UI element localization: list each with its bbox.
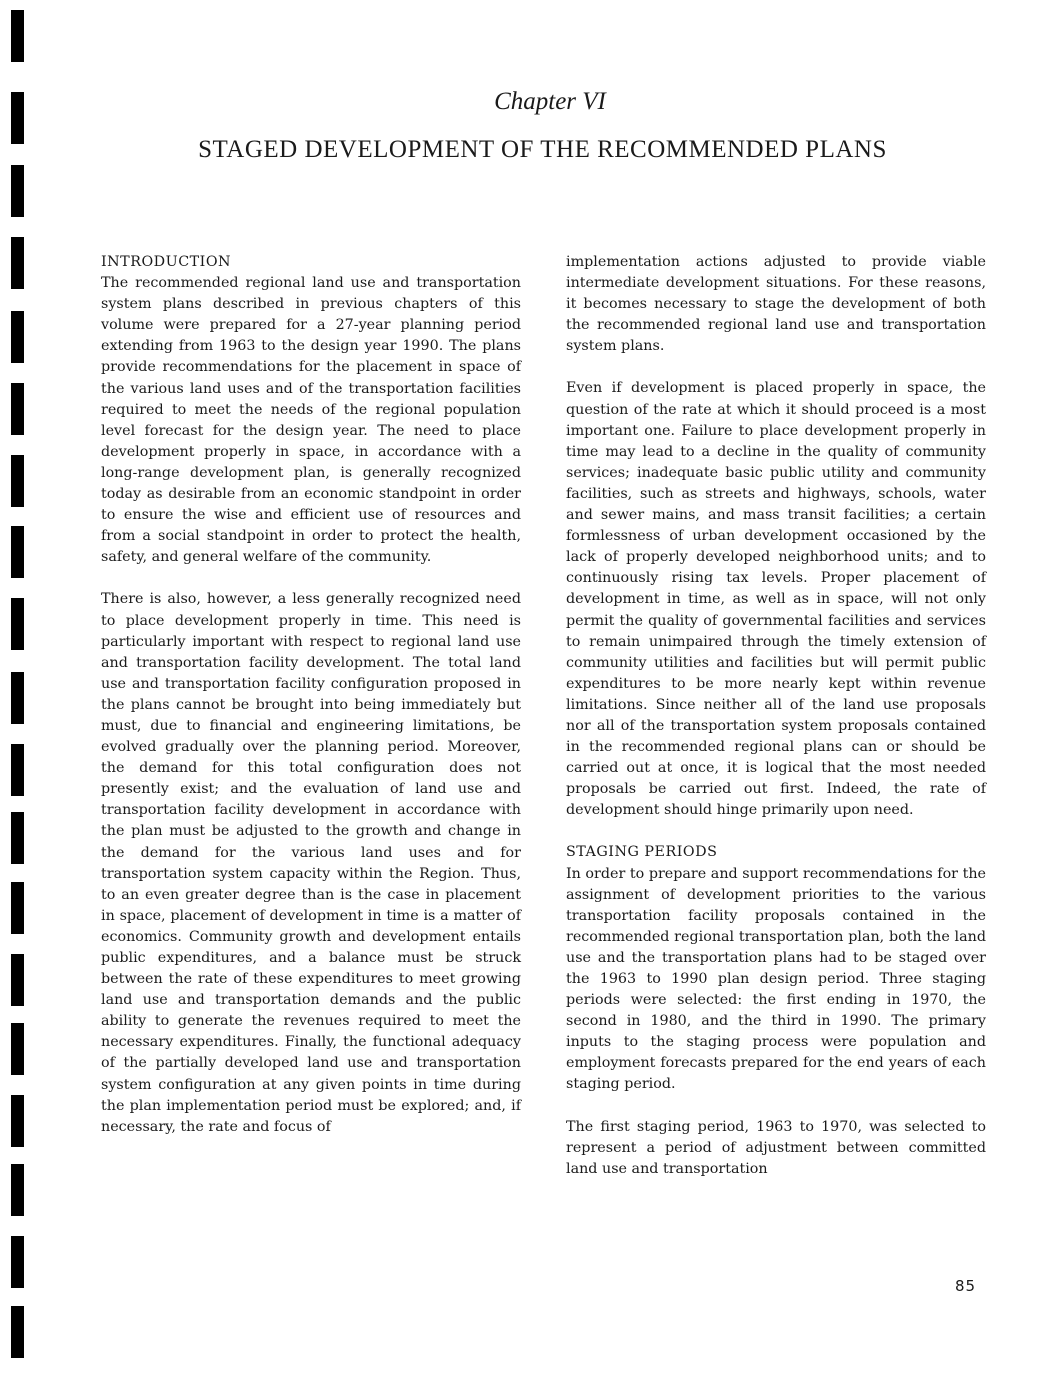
chapter-label: Chapter VI bbox=[494, 88, 606, 115]
paragraph: The recommended regional land use and transportation system plans described in previous chapters of this volume were prepared for a 27-year planning period extending from 1963 to the design year 1990. The plans provide recommendations for the placement in space of the various land uses and of the transportation facilities required to meet the needs of the regional population level forecast for the design year. The need to place development properly in space, in accordance with a long-range development plan, is generally recognized today as desirable from an economic standpoint in order to ensure the wise and efficient use of resources and from a social standpoint in order to protect the health, safety, and general welfare of the community. bbox=[101, 275, 521, 566]
paragraph: There is also, however, a less generally recognized need to place development properly in time. This need is particularly important with respect to regional land use and transportation facility development. The total land use and transportation facility configuration proposed in the plans cannot be brought into being immediately but must, due to financial and engineering limitations, be evolved gradually over the planning period. Moreover, the demand for this total configuration does not presently exist; and the evaluation of land use and transportation facility development in accordance with the plan must be adjusted to the growth and change in the demand for the various land uses and for transportation system capacity within the Region. Thus, to an even greater degree than is the case in placement in space, placement of development in time is a matter of economics. Community growth and development entails public expenditures, and a balance must be struck between the rate of these expenditures to meet growing land use and transportation demands and the public ability to generate the revenues required to meet the necessary expenditures. Finally, the functional adequacy of the partially developed land use and transportation system configuration at any given points in time during the plan implementation period must be explored; and, if necessary, the rate and focus of bbox=[101, 591, 521, 1135]
binding-mark bbox=[11, 237, 24, 289]
section-heading-introduction: INTRODUCTION bbox=[101, 254, 232, 270]
binding-mark bbox=[11, 455, 24, 507]
section-heading-staging-periods: STAGING PERIODS bbox=[566, 844, 718, 861]
binding-mark bbox=[11, 383, 24, 435]
binding-mark bbox=[11, 744, 24, 796]
binding-mark bbox=[11, 1306, 24, 1358]
binding-mark bbox=[11, 1236, 24, 1288]
binding-mark bbox=[11, 672, 24, 724]
binding-mark bbox=[11, 526, 24, 578]
binding-mark bbox=[11, 10, 24, 62]
left-column bbox=[101, 252, 521, 1138]
binding-mark bbox=[11, 812, 24, 864]
binding-mark bbox=[11, 598, 24, 650]
binding-mark bbox=[11, 882, 24, 934]
right-column bbox=[566, 252, 986, 1180]
paragraph: The first staging period, 1963 to 1970, was selected to represent a period of adjustment between committed land use and transportation bbox=[566, 1118, 986, 1177]
binding-mark bbox=[11, 954, 24, 1006]
binding-mark bbox=[11, 1164, 24, 1216]
chapter-title: STAGED DEVELOPMENT OF THE RECOMMENDED PLANS bbox=[198, 136, 887, 163]
paragraph: In order to prepare and support recommendations for the assignment of development priorities to the various transportation facility proposals contained in the recommended regional transportation plan, both the land use and the transportation plans had to be staged over the 1963 to 1990 plan design period. Three staging periods were selected: the first ending in 1970, the second in 1980, and the third in 1990. The primary inputs to the staging process were population and employment forecasts prepared for the end years of each staging period. bbox=[566, 865, 986, 1093]
binding-mark bbox=[11, 1023, 24, 1075]
paragraph: Even if development is placed properly in space, the question of the rate at which it should proceed is a most important one. Failure to place development properly in time may lead to a decline in the quality of community services; inadequate basic public utility and community facilities, such as streets and highways, schools, water and sewer mains, and mass transit facilities; a certain formlessness of urban development occasioned by the lack of properly developed neighborhood units; and to continuously rising tax levels. Proper placement of development in time, as well as in space, will not only permit the quality of governmental facilities and services to remain unimpaired through the timely extension of community utilities and facilities but will permit public expenditures to be more nearly kept within revenue limitations. Since neither all of the land use proposals nor all of the transportation system proposals contained in the recommended regional plans can or should be carried out at once, it is logical that the most needed proposals be carried out first. Indeed, the rate of development should hinge primarily upon need. bbox=[566, 380, 986, 819]
binding-mark bbox=[11, 1095, 24, 1147]
binding-marks bbox=[0, 0, 30, 1380]
binding-mark bbox=[11, 311, 24, 363]
page-number: 85 bbox=[955, 1277, 977, 1295]
paragraph: implementation actions adjusted to provide viable intermediate development situations. For these reasons, it becomes necessary to stage the development of both the recommended regional land use and transportation system plans. bbox=[566, 254, 986, 355]
binding-mark bbox=[11, 165, 24, 217]
